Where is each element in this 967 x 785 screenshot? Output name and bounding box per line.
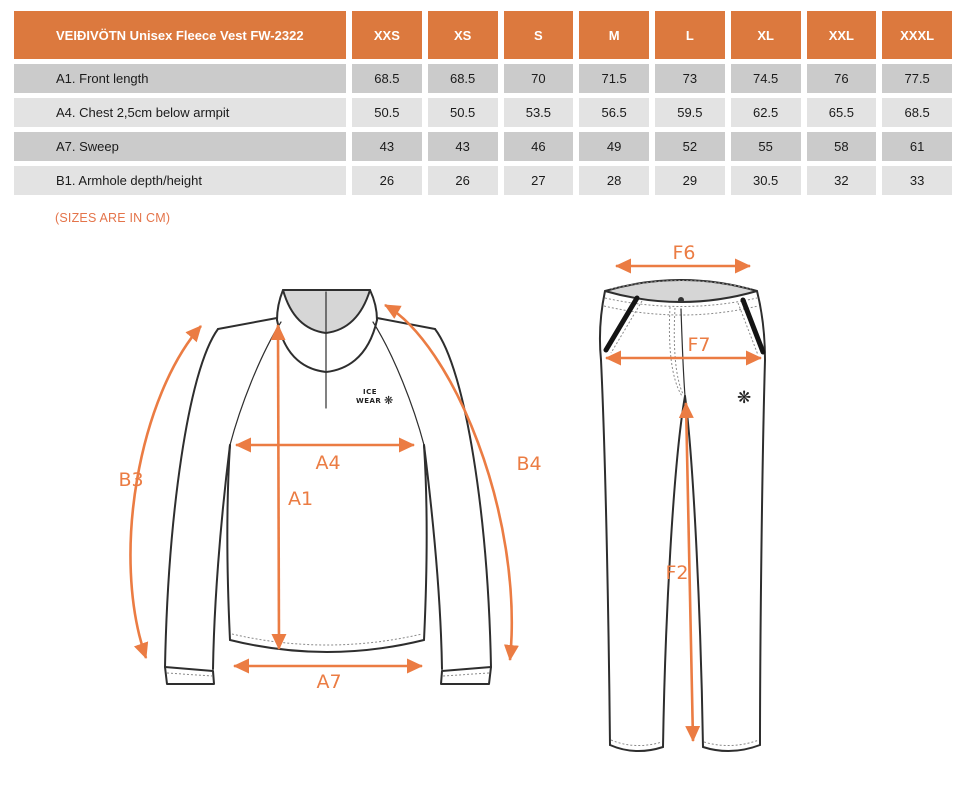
value-cell: 68.5	[428, 64, 498, 93]
value-cell: 71.5	[579, 64, 649, 93]
value-cell: 28	[579, 166, 649, 195]
value-cell: 49	[579, 132, 649, 161]
value-cell: 61	[882, 132, 952, 161]
f2-label: F2	[665, 562, 689, 584]
pants-measurement-diagram	[585, 245, 967, 785]
value-cell: 52	[655, 132, 725, 161]
row-label: A7. Sweep	[14, 132, 346, 161]
value-cell: 76	[807, 64, 877, 93]
f7-label: F7	[687, 334, 711, 356]
value-cell: 27	[504, 166, 574, 195]
hem-stitching	[232, 634, 422, 645]
left-pocket	[606, 298, 637, 350]
value-cell: 32	[807, 166, 877, 195]
size-header-xs: XS	[428, 11, 498, 59]
b4-arrow	[385, 305, 512, 660]
center-front-seam	[681, 309, 685, 396]
size-header-xxxl: XXXL	[882, 11, 952, 59]
b3-label: B3	[118, 469, 144, 491]
value-cell: 77.5	[882, 64, 952, 93]
pants-measurement-arrows	[606, 245, 761, 741]
value-cell: 65.5	[807, 98, 877, 127]
value-cell: 62.5	[731, 98, 801, 127]
pants-outline	[600, 280, 765, 751]
value-cell: 26	[428, 166, 498, 195]
size-header-m: M	[579, 11, 649, 59]
fleece-outline	[165, 290, 491, 684]
sizes-unit-note: (SIZES ARE IN CM)	[55, 211, 171, 225]
size-header-xxs: XXS	[352, 11, 422, 59]
f6-label: F6	[672, 245, 696, 264]
value-cell: 56.5	[579, 98, 649, 127]
value-cell: 46	[504, 132, 574, 161]
value-cell: 68.5	[352, 64, 422, 93]
value-cell: 26	[352, 166, 422, 195]
waist-button	[678, 297, 684, 303]
size-header-xl: XL	[731, 11, 801, 59]
fleece-measurement-arrows	[118, 305, 541, 693]
value-cell: 70	[504, 64, 574, 93]
logo-text-line1: ICE	[363, 388, 378, 396]
b3-arrow	[130, 326, 201, 658]
size-header-l: L	[655, 11, 725, 59]
icewear-logo	[356, 388, 393, 407]
fleece-measurement-diagram	[100, 255, 570, 735]
row-label: B1. Armhole depth/height	[14, 166, 346, 195]
value-cell: 55	[731, 132, 801, 161]
left-cuff	[165, 667, 214, 684]
table-title: VEIÐIVÖTN Unisex Fleece Vest FW-2322	[14, 11, 346, 59]
value-cell: 58	[807, 132, 877, 161]
size-header-s: S	[504, 11, 574, 59]
value-cell: 33	[882, 166, 952, 195]
a1-arrow	[278, 325, 279, 649]
size-chart-table	[14, 11, 952, 195]
value-cell: 50.5	[428, 98, 498, 127]
snowflake-icon: ❋	[384, 394, 394, 407]
b4-label: B4	[516, 453, 542, 475]
a1-label: A1	[288, 488, 314, 510]
value-cell: 43	[428, 132, 498, 161]
body-outline	[227, 445, 230, 640]
value-cell: 43	[352, 132, 422, 161]
value-cell: 73	[655, 64, 725, 93]
value-cell: 74.5	[731, 64, 801, 93]
value-cell: 59.5	[655, 98, 725, 127]
value-cell: 68.5	[882, 98, 952, 127]
value-cell: 29	[655, 166, 725, 195]
a4-label: A4	[315, 452, 341, 474]
value-cell: 30.5	[731, 166, 801, 195]
row-label: A4. Chest 2,5cm below armpit	[14, 98, 346, 127]
size-header-xxl: XXL	[807, 11, 877, 59]
snowflake-icon: ❋	[737, 388, 752, 408]
right-sleeve	[435, 329, 491, 667]
logo-text-line2: WEAR	[356, 397, 382, 405]
value-cell: 53.5	[504, 98, 574, 127]
row-label: A1. Front length	[14, 64, 346, 93]
value-cell: 50.5	[352, 98, 422, 127]
left-sleeve	[165, 329, 218, 667]
a7-label: A7	[316, 671, 342, 693]
